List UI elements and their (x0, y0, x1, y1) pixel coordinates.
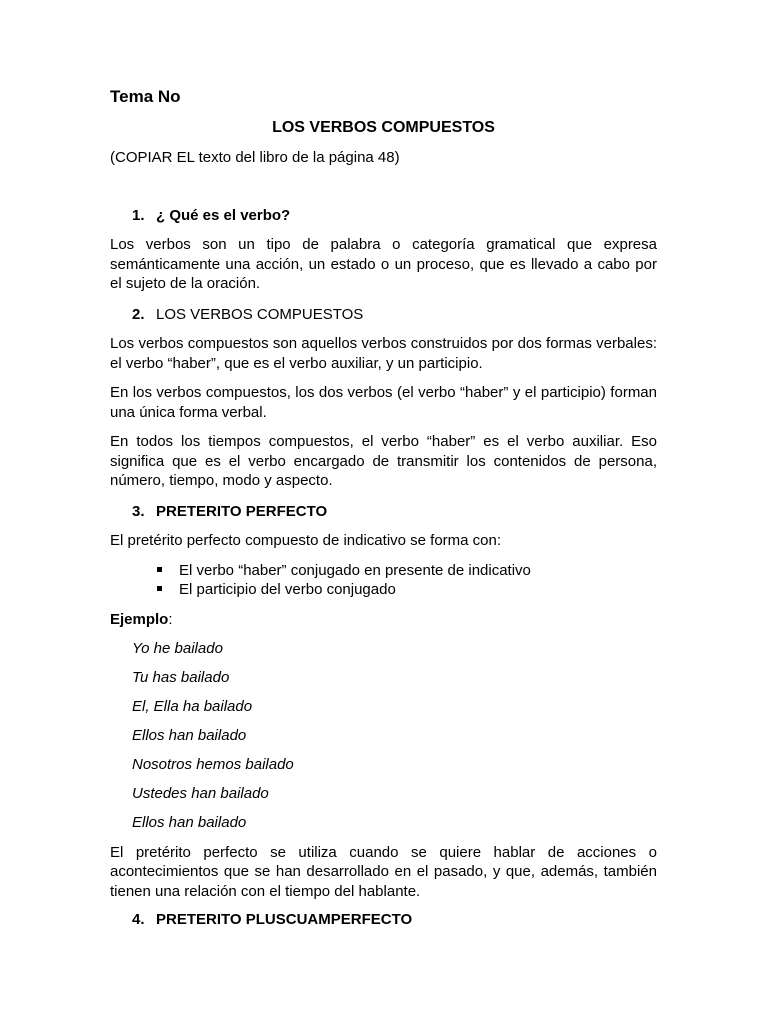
section-number: 2. (132, 305, 145, 323)
list-item (157, 580, 657, 600)
document-title: LOS VERBOS COMPUESTOS (272, 119, 495, 136)
example-item: El, Ella ha bailado (132, 697, 253, 715)
list-item-text: El verbo “haber” conjugado en presente de indicativo (179, 561, 531, 579)
section-title: PRETERITO PLUSCUAMPERFECTO (156, 911, 413, 929)
document-page (110, 87, 657, 930)
example-item: Nosotros hemos bailado (132, 755, 294, 773)
square-bullet-icon (157, 586, 162, 591)
tema-label: Tema No (110, 87, 181, 106)
example-item: Ellos han bailado (132, 814, 247, 832)
section-2-paragraph: Los verbos compuestos son aquellos verbos construidos por dos formas verbales: el verbo “haber”, que es el verbo auxiliar, y un participio. (110, 335, 657, 372)
section-2-paragraph: En los verbos compuestos, los dos verbos (el verbo “haber” y el participio) forman una única forma verbal. (110, 384, 657, 421)
example-item: Yo he bailado (132, 639, 223, 657)
section-2-paragraph: En todos los tiempos compuestos, el verbo “haber” es el verbo auxiliar. Eso significa que es el verbo encargado de transmitir los contenidos de persona, número, tiempo, modo y aspecto. (110, 433, 657, 489)
example-item: Ustedes han bailado (132, 785, 269, 803)
bullet-list (110, 561, 657, 600)
list-item (157, 561, 657, 581)
section-number: 3. (132, 502, 145, 520)
example-item: Tu has bailado (132, 668, 230, 686)
example-label (110, 610, 657, 630)
section-number: 4. (132, 911, 145, 929)
section-3-intro: El pretérito perfecto compuesto de indicativo se forma con: (110, 532, 502, 549)
section-1-heading (110, 206, 657, 226)
section-title: PRETERITO PERFECTO (156, 502, 328, 520)
copy-instruction: (COPIAR EL texto del libro de la página 48) (110, 149, 400, 166)
section-3-heading (110, 502, 657, 522)
section-3-closing: El pretérito perfecto se utiliza cuando se quiere hablar de acciones o acontecimientos que se han desarrollado en el pasado, y que, además, también tienen una relación con el tiempo del hablante. (110, 843, 657, 900)
example-label-colon: : (168, 610, 173, 628)
example-list (110, 639, 657, 833)
list-item-text: El participio del verbo conjugado (179, 581, 396, 598)
section-number: 1. (132, 206, 145, 224)
section-4-heading (110, 910, 657, 930)
section-title: LOS VERBOS COMPUESTOS (156, 305, 364, 323)
section-title: ¿ Qué es el verbo? (156, 206, 291, 224)
example-label-text: Ejemplo (110, 610, 169, 628)
section-1-paragraph: Los verbos son un tipo de palabra o categoría gramatical que expresa semánticamente una acción, un estado o un proceso, que es llevado a cabo por el sujeto de la oración. (110, 236, 657, 292)
section-2-heading (110, 305, 657, 325)
square-bullet-icon (157, 567, 162, 572)
example-item: Ellos han bailado (132, 726, 247, 744)
